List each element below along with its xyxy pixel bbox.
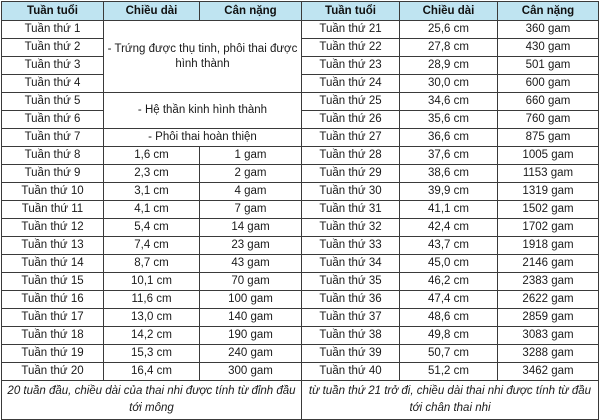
length-cell: 47,4 cm	[400, 291, 498, 309]
weight-cell: 1153 gam	[498, 165, 599, 183]
week-cell: Tuần thứ 25	[302, 93, 400, 111]
header-weight-left: Cân nặng	[200, 2, 302, 21]
weight-cell: 2859 gam	[498, 309, 599, 327]
length-cell: 48,6 cm	[400, 309, 498, 327]
table-row	[2, 93, 599, 111]
week-cell: Tuần thứ 5	[2, 93, 104, 111]
week-cell: Tuần thứ 8	[2, 147, 104, 165]
week-cell: Tuần thứ 4	[2, 75, 104, 93]
length-cell: 3,1 cm	[104, 183, 200, 201]
week-cell: Tuần thứ 34	[302, 255, 400, 273]
header-week-right: Tuần tuổi	[302, 2, 400, 21]
header-weight-right: Cân nặng	[498, 2, 599, 21]
table-row	[2, 309, 599, 327]
weight-cell: 190 gam	[200, 327, 302, 345]
weight-cell: 7 gam	[200, 201, 302, 219]
footnote-left: 20 tuần đầu, chiều dài của thai nhi được tính từ đỉnh đầu tới mông	[2, 381, 302, 420]
weight-cell: 14 gam	[200, 219, 302, 237]
table-row	[2, 183, 599, 201]
week-cell: Tuần thứ 2	[2, 39, 104, 57]
length-cell: 35,6 cm	[400, 111, 498, 129]
length-cell: 41,1 cm	[400, 201, 498, 219]
week-cell: Tuần thứ 1	[2, 21, 104, 39]
weight-cell: 2622 gam	[498, 291, 599, 309]
weight-cell: 100 gam	[200, 291, 302, 309]
weight-cell: 1702 gam	[498, 219, 599, 237]
weight-cell: 70 gam	[200, 273, 302, 291]
length-cell: 5,4 cm	[104, 219, 200, 237]
table-row	[2, 147, 599, 165]
weight-cell: 1005 gam	[498, 147, 599, 165]
length-cell: 46,2 cm	[400, 273, 498, 291]
week-cell: Tuần thứ 38	[302, 327, 400, 345]
week-cell: Tuần thứ 33	[302, 237, 400, 255]
weight-cell: 240 gam	[200, 345, 302, 363]
weight-cell: 600 gam	[498, 75, 599, 93]
length-cell: 34,6 cm	[400, 93, 498, 111]
week-cell: Tuần thứ 21	[302, 21, 400, 39]
week-cell: Tuần thứ 32	[302, 219, 400, 237]
weight-cell: 430 gam	[498, 39, 599, 57]
week-cell: Tuần thứ 11	[2, 201, 104, 219]
merged-note-week-7: - Phôi thai hoàn thiện	[104, 129, 302, 147]
week-cell: Tuần thứ 16	[2, 291, 104, 309]
length-cell: 7,4 cm	[104, 237, 200, 255]
length-cell: 49,8 cm	[400, 327, 498, 345]
table-row	[2, 129, 599, 147]
length-cell: 42,4 cm	[400, 219, 498, 237]
length-cell: 14,2 cm	[104, 327, 200, 345]
weight-cell: 1319 gam	[498, 183, 599, 201]
week-cell: Tuần thứ 30	[302, 183, 400, 201]
weight-cell: 3462 gam	[498, 363, 599, 381]
length-cell: 39,9 cm	[400, 183, 498, 201]
week-cell: Tuần thứ 9	[2, 165, 104, 183]
weight-cell: 360 gam	[498, 21, 599, 39]
length-cell: 37,6 cm	[400, 147, 498, 165]
length-cell: 16,4 cm	[104, 363, 200, 381]
week-cell: Tuần thứ 26	[302, 111, 400, 129]
length-cell: 8,7 cm	[104, 255, 200, 273]
table-row	[2, 255, 599, 273]
length-cell: 1,6 cm	[104, 147, 200, 165]
week-cell: Tuần thứ 36	[302, 291, 400, 309]
header-length-right: Chiều dài	[400, 2, 498, 21]
table-row	[2, 273, 599, 291]
week-cell: Tuần thứ 39	[302, 345, 400, 363]
week-cell: Tuần thứ 20	[2, 363, 104, 381]
header-week-left: Tuần tuổi	[2, 2, 104, 21]
week-cell: Tuần thứ 17	[2, 309, 104, 327]
week-cell: Tuần thứ 10	[2, 183, 104, 201]
week-cell: Tuần thứ 31	[302, 201, 400, 219]
table-row	[2, 327, 599, 345]
week-cell: Tuần thứ 28	[302, 147, 400, 165]
weight-cell: 3288 gam	[498, 345, 599, 363]
length-cell: 10,1 cm	[104, 273, 200, 291]
weight-cell: 140 gam	[200, 309, 302, 327]
table-row	[2, 237, 599, 255]
table-row	[2, 345, 599, 363]
table-row	[2, 291, 599, 309]
length-cell: 38,6 cm	[400, 165, 498, 183]
week-cell: Tuần thứ 35	[302, 273, 400, 291]
week-cell: Tuần thứ 19	[2, 345, 104, 363]
week-cell: Tuần thứ 37	[302, 309, 400, 327]
week-cell: Tuần thứ 15	[2, 273, 104, 291]
week-cell: Tuần thứ 40	[302, 363, 400, 381]
length-cell: 25,6 cm	[400, 21, 498, 39]
week-cell: Tuần thứ 23	[302, 57, 400, 75]
length-cell: 2,3 cm	[104, 165, 200, 183]
length-cell: 50,7 cm	[400, 345, 498, 363]
table-row	[2, 219, 599, 237]
length-cell: 45,0 cm	[400, 255, 498, 273]
week-cell: Tuần thứ 6	[2, 111, 104, 129]
weight-cell: 2383 gam	[498, 273, 599, 291]
length-cell: 51,2 cm	[400, 363, 498, 381]
week-cell: Tuần thứ 14	[2, 255, 104, 273]
week-cell: Tuần thứ 27	[302, 129, 400, 147]
length-cell: 36,6 cm	[400, 129, 498, 147]
weight-cell: 300 gam	[200, 363, 302, 381]
weight-cell: 3083 gam	[498, 327, 599, 345]
header-row	[2, 2, 599, 21]
length-cell: 13,0 cm	[104, 309, 200, 327]
weight-cell: 2146 gam	[498, 255, 599, 273]
week-cell: Tuần thứ 12	[2, 219, 104, 237]
table-row	[2, 201, 599, 219]
table-row	[2, 363, 599, 381]
length-cell: 4,1 cm	[104, 201, 200, 219]
weight-cell: 2 gam	[200, 165, 302, 183]
length-cell: 43,7 cm	[400, 237, 498, 255]
week-cell: Tuần thứ 18	[2, 327, 104, 345]
length-cell: 11,6 cm	[104, 291, 200, 309]
length-cell: 30,0 cm	[400, 75, 498, 93]
week-cell: Tuần thứ 7	[2, 129, 104, 147]
week-cell: Tuần thứ 24	[302, 75, 400, 93]
weight-cell: 43 gam	[200, 255, 302, 273]
footnote-row	[2, 381, 599, 420]
week-cell: Tuần thứ 29	[302, 165, 400, 183]
footnote-right: từ tuần thứ 21 trở đi, chiều dài thai nhi được tính từ đầu tới chân thai nhi	[302, 381, 599, 420]
header-length-left: Chiều dài	[104, 2, 200, 21]
table-row	[2, 21, 599, 39]
weight-cell: 660 gam	[498, 93, 599, 111]
length-cell: 28,9 cm	[400, 57, 498, 75]
weight-cell: 1 gam	[200, 147, 302, 165]
merged-note-weeks-1-4: - Trứng được thụ tinh, phôi thai được hình thành	[104, 21, 302, 93]
weight-cell: 4 gam	[200, 183, 302, 201]
table-body	[2, 21, 599, 420]
weight-cell: 1918 gam	[498, 237, 599, 255]
week-cell: Tuần thứ 3	[2, 57, 104, 75]
weight-cell: 1502 gam	[498, 201, 599, 219]
fetal-growth-table	[1, 1, 599, 420]
length-cell: 27,8 cm	[400, 39, 498, 57]
week-cell: Tuần thứ 13	[2, 237, 104, 255]
weight-cell: 501 gam	[498, 57, 599, 75]
table-row	[2, 165, 599, 183]
merged-note-weeks-5-6: - Hệ thần kinh hình thành	[104, 93, 302, 129]
week-cell: Tuần thứ 22	[302, 39, 400, 57]
length-cell: 15,3 cm	[104, 345, 200, 363]
fetal-growth-table-container	[1, 1, 598, 414]
weight-cell: 23 gam	[200, 237, 302, 255]
weight-cell: 760 gam	[498, 111, 599, 129]
weight-cell: 875 gam	[498, 129, 599, 147]
